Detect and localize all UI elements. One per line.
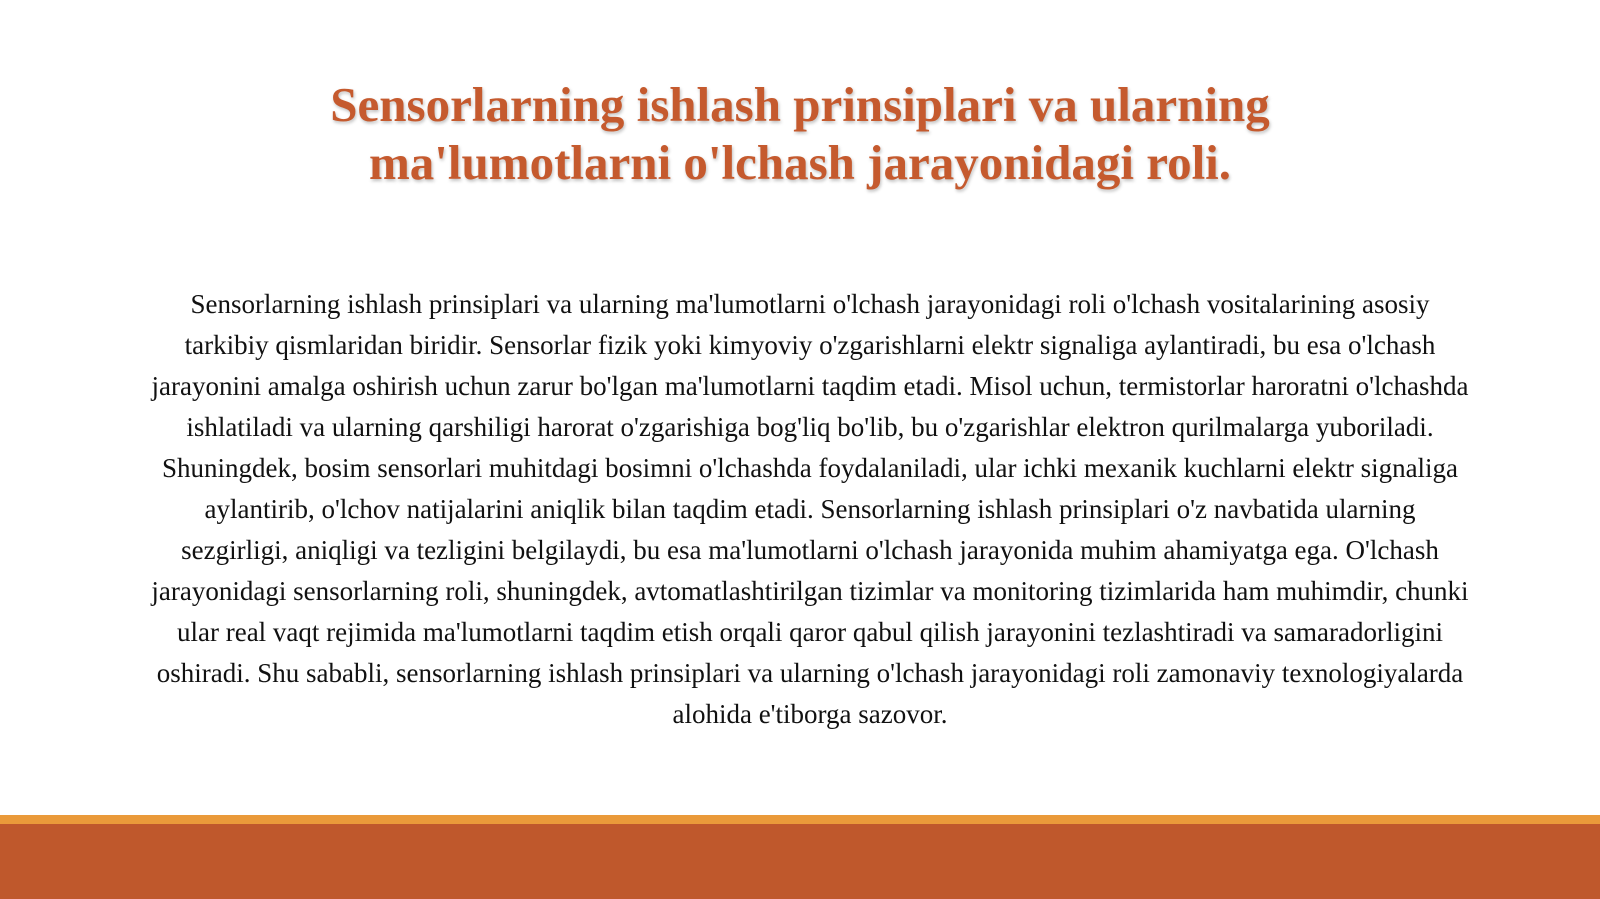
slide-body-text: Sensorlarning ishlash prinsiplari va ularning ma'lumotlarni o'lchash jarayonidagi roli o'lchash vositalarining asosiy tarkibiy qismlaridan biridir. Sensorlar fizik yoki kimyoviy o'zgarishlarni elektr signaliga aylantiradi, bu esa o'lchash jarayonini amalga oshirish uchun zarur bo'lgan ma'lumotlarni taqdim etadi. Misol uchun, termistorlar haroratni o'lchashda ishlatiladi va ularning qarshiligi harorat o'zgarishiga bog'liq bo'lib, bu o'zgarishlar elektron qurilmalarga yuboriladi. Shuningdek, bosim sensorlari muhitdagi bosimni o'lchashda foydalaniladi, ular ichki mexanik kuchlarni elektr signaliga aylantirib, o'lchov natijalarini aniqlik bilan taqdim etadi. Sensorlarning ishlash prinsiplari o'z navbatida ularning sezgirligi, aniqligi va tezligini belgilaydi, bu esa ma'lumotlarni o'lchash jarayonida muhim ahamiyatga ega. O'lchash jarayonidagi sensorlarning roli, shuningdek, avtomatlashtirilgan tizimlar va monitoring tizimlarida ham muhimdir, chunki ular real vaqt rejimida ma'lumotlarni taqdim etish orqali qaror qabul qilish jarayonini tezlashtiradi va samaradorligini oshiradi. Shu sababli, sensorlarning ishlash prinsiplari va ularning o'lchash jarayonidagi roli zamonaviy texnologiyalarda alohida e'tiborga sazovor. <box>151 289 1469 729</box>
slide-title: Sensorlarning ishlash prinsiplari va ularning ma'lumotlarni o'lchash jarayonidagi roli. <box>330 77 1270 190</box>
footer-band <box>0 824 1600 899</box>
footer-accent-stripe <box>0 815 1600 824</box>
